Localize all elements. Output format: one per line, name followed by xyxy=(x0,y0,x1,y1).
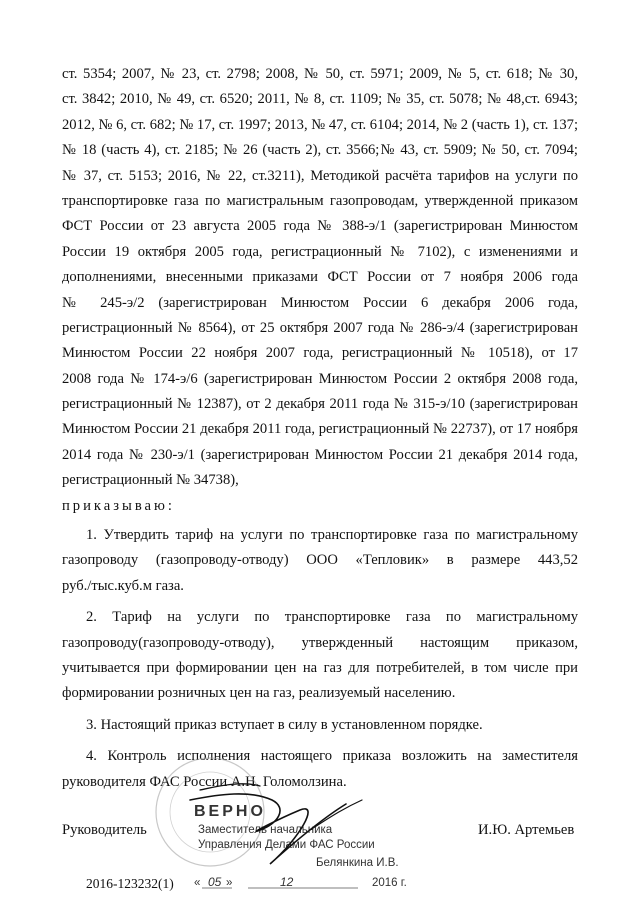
text-line: ст. 3842; 2010, № 49, ст. 6520; 2011, № 8, ст. 1109; № 35, ст. 5078; № 48,ст. 6943; xyxy=(62,91,578,108)
stamp-date-open-quote: « xyxy=(194,877,201,889)
item-3-line: 3. Настоящий приказ вступает в силу в установленном порядке. xyxy=(86,716,483,733)
text-line: ст. 5354; 2007, № 23, ст. 2798; 2008, № 50, ст. 5971; 2009, № 5, ст. 618; № 30, xyxy=(62,66,578,82)
text-line: 2012, № 6, ст. 682; № 17, ст. 1997; 2013, № 47, ст. 6104; 2014, № 2 (часть 1), ст. 137; xyxy=(62,116,578,133)
item-1-line: руб./тыс.куб.м газа. xyxy=(62,577,184,594)
stamp-date-close-quote: » xyxy=(226,877,233,889)
stamp-name: Белянкина И.В. xyxy=(316,857,399,869)
text-line: 2014 года № 230-э/1 (зарегистрирован Минюстом России 21 декабря 2014 года, xyxy=(62,446,578,463)
text-line: России 19 октября 2005 года, регистрационный № 7102), с изменениями и xyxy=(62,243,578,260)
text-line: регистрационный № 8564), от 25 октября 2007 года № 286-э/4 (зарегистрирован xyxy=(62,319,578,336)
item-2-line: учитывается при формировании цен на газ для потребителей, в том числе при xyxy=(62,660,578,677)
stamp-date-month: 12 xyxy=(280,875,294,889)
text-line: регистрационный № 34738), xyxy=(62,472,239,489)
item-2-line: 2. Тариф на услуги по транспортировке газа по магистральному xyxy=(86,609,578,626)
signer-name: И.Ю. Артемьев xyxy=(478,822,575,838)
stamp-title: ВЕРНО xyxy=(194,803,266,820)
item-1-line: 1. Утвердить тариф на услуги по транспортировке газа по магистральному xyxy=(86,527,578,544)
item-4-line: руководителя ФАС России А.Н. Голомолзина. xyxy=(62,773,347,790)
item-1-line: газопроводу (газопроводу-отводу) ООО «Тепловик» в размере 443,52 xyxy=(62,552,578,569)
order-body xyxy=(62,62,578,795)
item-2-line: газопроводу(газопроводу-отводу), утвержденный настоящим приказом, xyxy=(62,634,578,651)
text-line: № 245-э/2 (зарегистрирован Минюстом России 6 декабря 2006 года, xyxy=(62,294,578,311)
stamp-line-1: Заместитель начальника xyxy=(198,824,333,836)
order-word: приказываю: xyxy=(62,497,175,514)
text-line: № 18 (часть 4), ст. 2185; № 26 (часть 2), ст. 3566;№ 43, ст. 5909; № 50, ст. 7094; xyxy=(62,142,578,159)
handwritten-signature xyxy=(150,760,380,880)
stamp-date-year: 2016 г. xyxy=(372,877,407,889)
text-line: транспортировке газа по магистральным газопроводам, утвержденной приказом xyxy=(62,192,578,209)
text-line: дополнениями, внесенными приказами ФСТ России от 7 ноября 2006 года xyxy=(62,269,578,286)
stamp-line-2: Управления Делами ФАС России xyxy=(198,839,375,851)
stamp-date-day: 05 xyxy=(208,875,222,889)
text-line: № 37, ст. 5153; 2016, № 22, ст.3211), Методикой расчёта тарифов на услуги по xyxy=(62,167,578,184)
item-4-line: 4. Контроль исполнения настоящего приказа возложить на заместителя xyxy=(86,748,578,765)
text-line: Минюстом России 21 декабря 2011 года, регистрационный № 22737), от 17 ноября xyxy=(62,421,578,438)
item-2-line: формировании розничных цен на газ, реализуемый населению. xyxy=(62,685,456,702)
text-line: Минюстом России 22 ноября 2007 года, регистрационный № 10518), от 17 xyxy=(62,345,578,362)
text-line: ФСТ России от 23 августа 2005 года № 388-э/1 (зарегистрирован Минюстом xyxy=(62,218,578,235)
text-line: 2008 года № 174-э/6 (зарегистрирован Минюстом России 2 октября 2008 года, xyxy=(62,370,578,387)
text-line: регистрационный № 12387), от 2 декабря 2011 года № 315-э/10 (зарегистрирован xyxy=(62,396,578,413)
signer-position: Руководитель xyxy=(62,822,147,838)
document-number: 2016-123232(1) xyxy=(86,876,174,891)
